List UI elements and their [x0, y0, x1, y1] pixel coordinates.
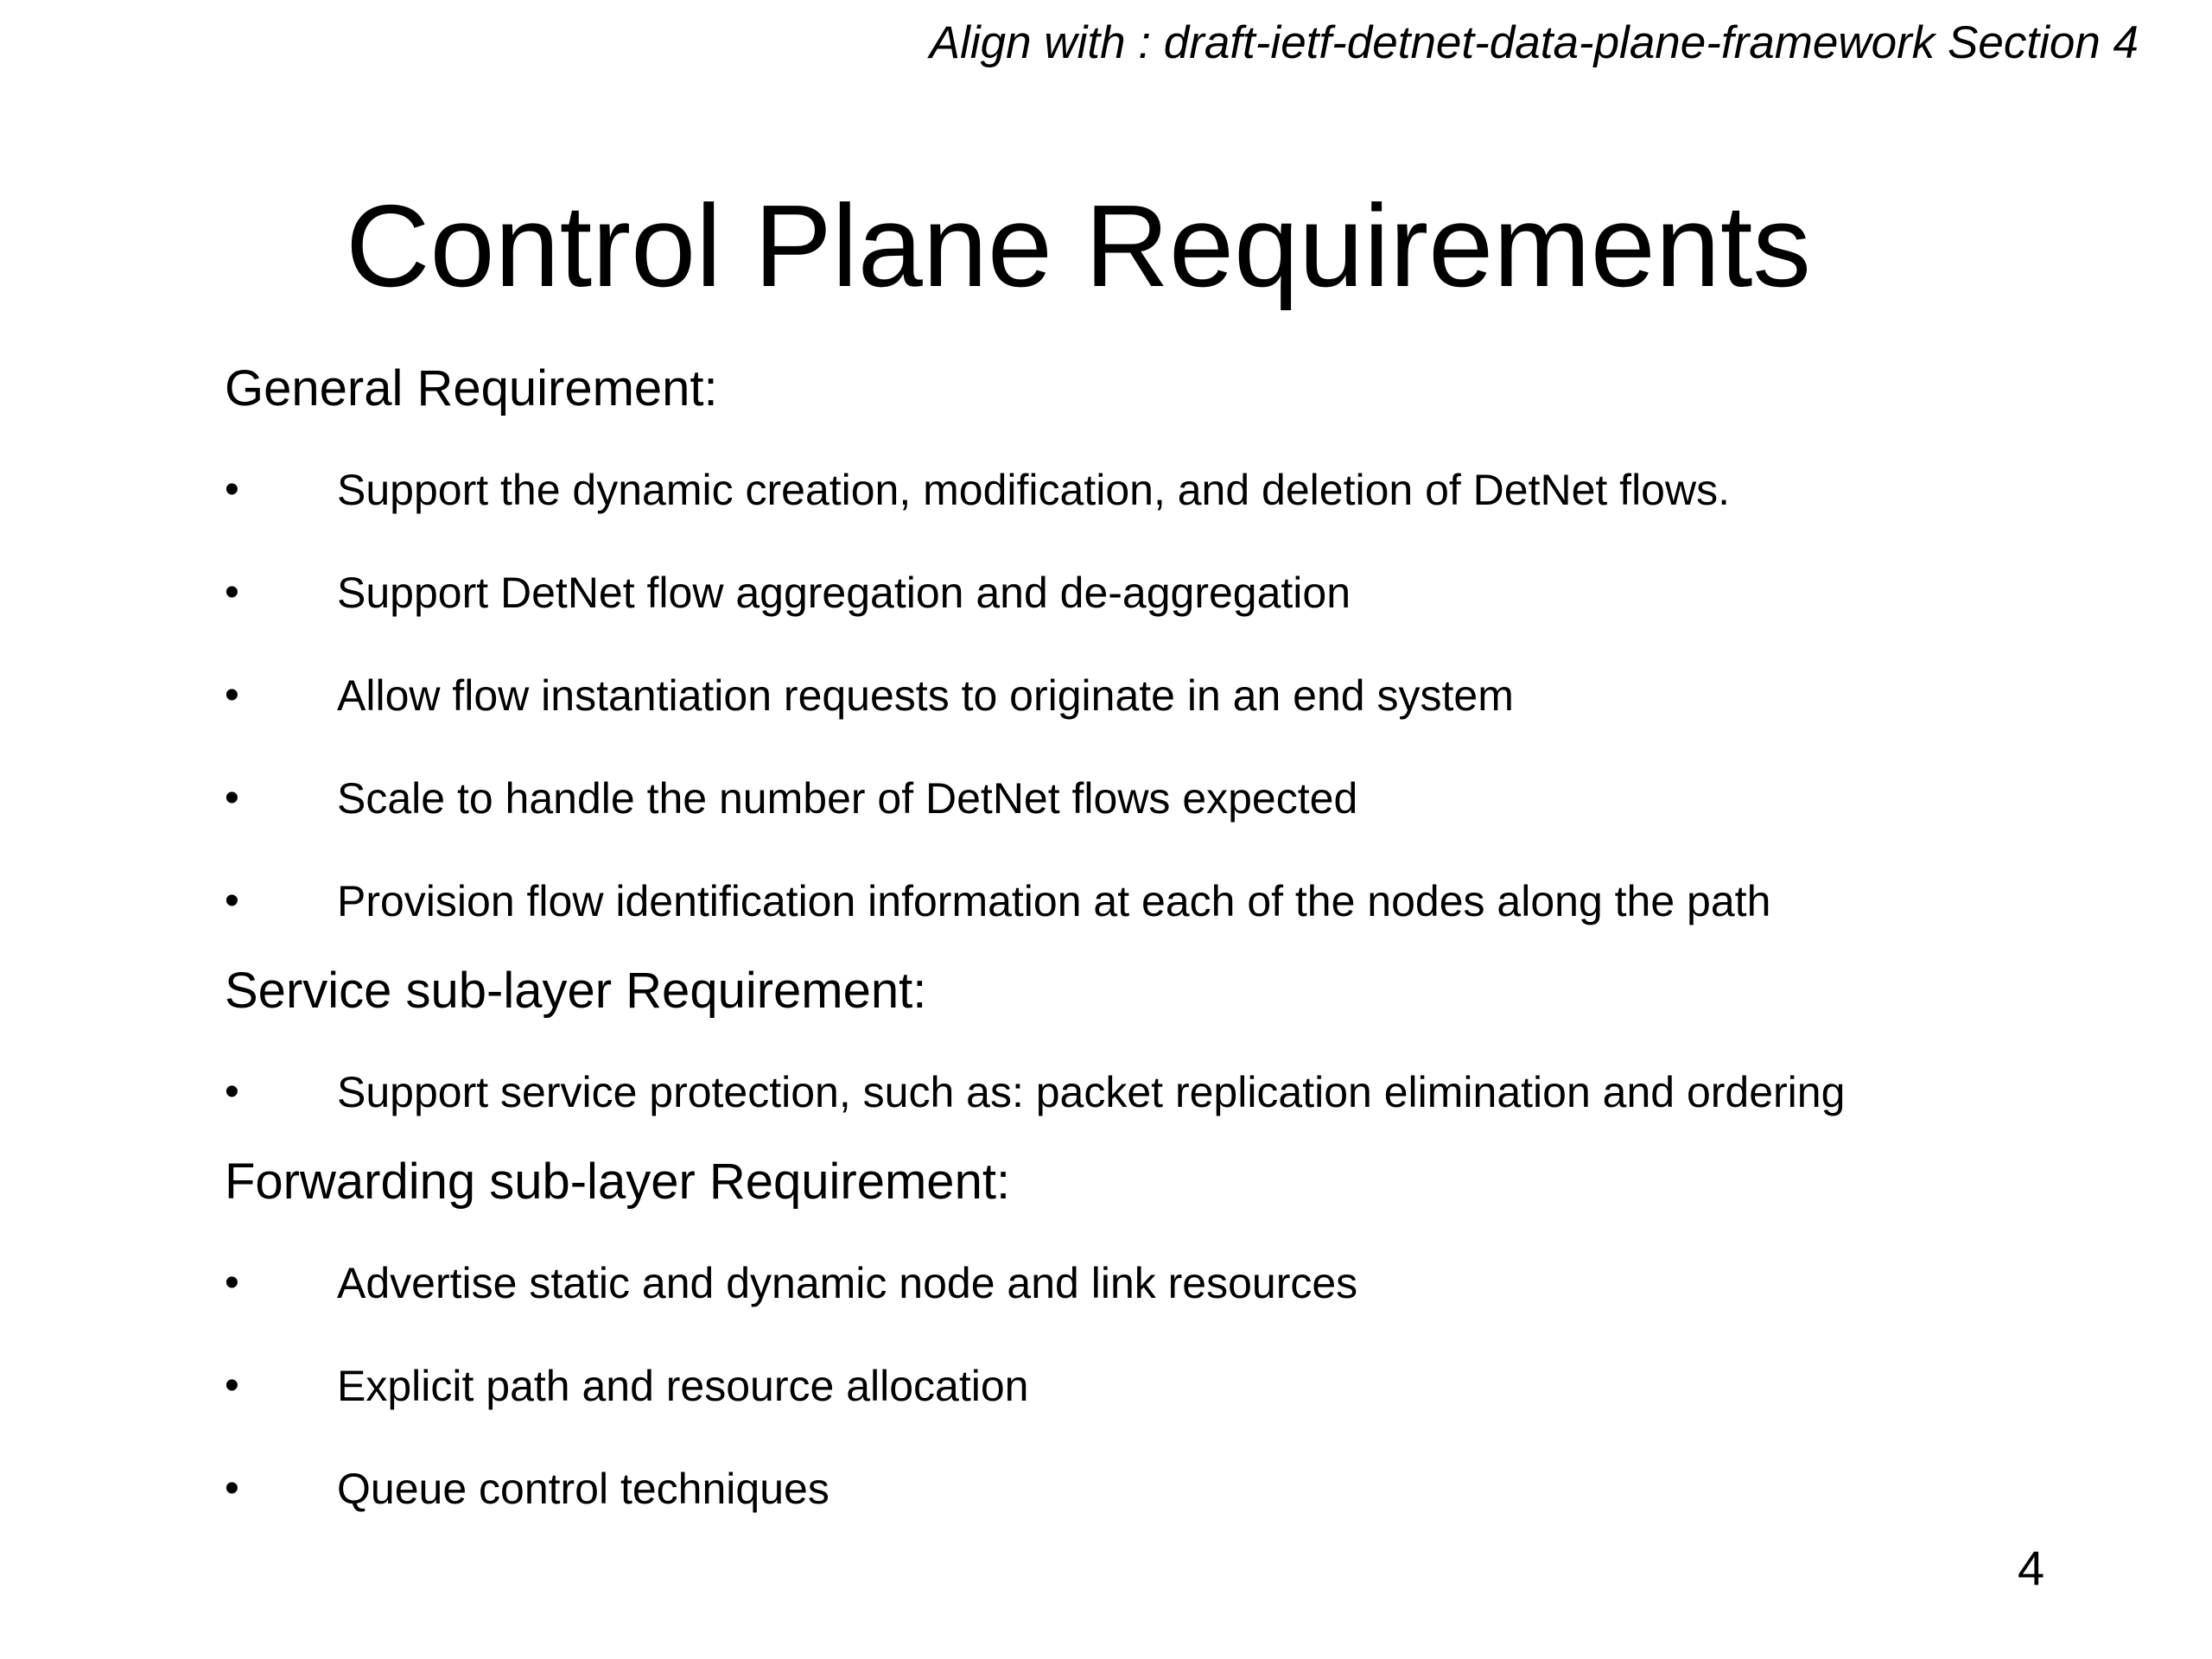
section-heading: Forwarding sub-layer Requirement:: [225, 1154, 1011, 1210]
bullet-text: Advertise static and dynamic node and link resources: [337, 1258, 1358, 1307]
page-number: 4: [2018, 1541, 2045, 1595]
section-general: [225, 354, 2126, 952]
section-heading: General Requirement:: [225, 360, 718, 416]
bullet-list: [225, 1040, 2126, 1143]
bullet-icon: •: [225, 1362, 239, 1408]
list-item: [225, 747, 2126, 849]
section-service-sub-layer: [225, 957, 2126, 1143]
bullet-icon: •: [225, 1068, 239, 1115]
bullet-list: [225, 1231, 2126, 1540]
list-item: [225, 438, 2126, 541]
bullet-icon: •: [225, 466, 239, 512]
list-item: [225, 1040, 2126, 1143]
list-item: [225, 541, 2126, 644]
bullet-text: Allow flow instantiation requests to originate in an end system: [337, 671, 1514, 720]
bullet-text: Provision flow identification information at each of the nodes along the path: [337, 876, 1771, 925]
section-heading: Service sub-layer Requirement:: [225, 963, 927, 1019]
bullet-text: Explicit path and resource allocation: [337, 1361, 1029, 1410]
header-note: Align with : draft-ietf-detnet-data-plane-framework Section 4: [929, 17, 2139, 68]
slide-title: Control Plane Requirements: [346, 181, 1811, 311]
bullet-icon: •: [225, 877, 239, 924]
bullet-icon: •: [225, 1259, 239, 1306]
bullet-text: Support DetNet flow aggregation and de-aggregation: [337, 568, 1351, 617]
slide-content: [225, 354, 2126, 1540]
bullet-list: [225, 438, 2126, 952]
list-item: [225, 1231, 2126, 1334]
bullet-text: Scale to handle the number of DetNet flows expected: [337, 773, 1358, 823]
bullet-text: Support the dynamic creation, modification, and deletion of DetNet flows.: [337, 465, 1730, 514]
bullet-icon: •: [225, 569, 239, 615]
list-item: [225, 1437, 2126, 1540]
list-item: [225, 849, 2126, 952]
list-item: [225, 644, 2126, 747]
bullet-icon: •: [225, 671, 239, 718]
bullet-text: Support service protection, such as: packet replication elimination and ordering: [337, 1067, 1846, 1116]
list-item: [225, 1334, 2126, 1437]
bullet-icon: •: [225, 1465, 239, 1511]
bullet-text: Queue control techniques: [337, 1464, 830, 1513]
section-forwarding-sub-layer: [225, 1147, 2126, 1540]
bullet-icon: •: [225, 774, 239, 821]
